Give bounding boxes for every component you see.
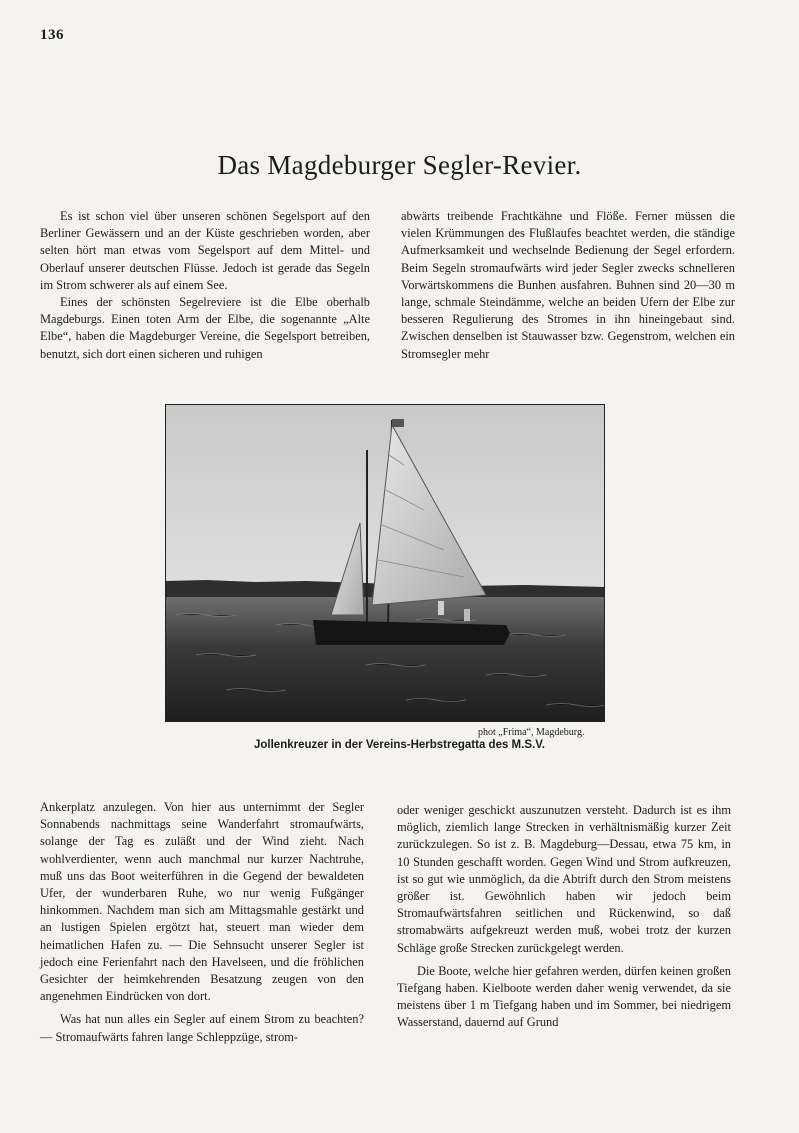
article-title: Das Magdeburger Segler-Revier. [217, 150, 582, 180]
paragraph: Eines der schönsten Segelreviere ist die Elbe oberhalb Magdeburgs. Einen toten Arm der Elbe, die sogenannte „Alte Elbe“, haben die Magdeburger Vereine, die Segelsport betreiben, benutzt, sich dort einen sicheren und ruhigen [40, 295, 370, 361]
photo-credit: phot „Frima“, Magdeburg. [478, 727, 585, 738]
paragraph: oder weniger geschickt auszunutzen versteht. Dadurch ist es ihm möglich, ziemlich lange Strecken in verhältnismäßig kurzer Zeit zurückzulegen. So ist z. B. Magdeburg—Dessau, etwa 75 km, in 10 Stunden geschafft worden. Gegen Wind und Strom aufkreuzen, ist so gut wie unmöglich, da die Abtrift durch den Strom meistens größer ist. Gewöhnlich haben wir jedoch beim Stromaufwärtsfahren seitlichen und Rückenwind, so daß stromabwärts aufgekreuzt werden muß, wobei trotz der kurzen Schläge große Strecken zurückgelegt werden. [397, 803, 731, 955]
sailboat-photo [165, 404, 605, 722]
column-top-left [40, 208, 370, 363]
paragraph: Was hat nun alles ein Segler auf einem Strom zu beachten? — Stromaufwärts fahren lange Schleppzüge, strom- [40, 1012, 364, 1044]
column-bottom-right [397, 802, 731, 1032]
column-bottom-left [40, 799, 364, 1046]
paragraph: Die Boote, welche hier gefahren werden, dürfen keinen großen Tiefgang haben. Kielboote werden daher wenig verwendet, da sie meistens über 1 m Tiefgang haben und im Sommer, bei niedrigem Wasserstand, dauernd auf Grund [397, 963, 731, 1030]
paragraph: abwärts treibende Frachtkähne und Flöße. Ferner müssen die vielen Krümmungen des Flußlaufes beachtet werden, die ständige Aufmerksamkeit und wechselnde Bedienung der Segel erfordern. Beim Segeln stromaufwärts wird jeder Segler zwecks schnelleren Vorwärtskommens die Bunhen ausfahren. Buhnen sind 20—30 m lange, schmale Steindämme, welche an beiden Ufern der Elbe zur besseren Regulierung des Stromes in ihn hineingebaut sind. Zwischen denselben ist Stauwasser bzw. Gegenstrom, welchen ein Stromsegler mehr [401, 209, 735, 361]
photo-caption: Jollenkreuzer in der Vereins-Herbstregatta des M.S.V. [253, 739, 546, 751]
page-number: 136 [40, 27, 64, 43]
paragraph: Ankerplatz anzulegen. Von hier aus unternimmt der Segler Sonnabends nachmittags seine Wanderfahrt stromaufwärts, solange der Tag es zuläßt und der Wind zieht. Nach wohlverdienter, wenn auch manchmal nur kurzer Nachtruhe, muß uns das Boot weiterführen in die Gegend der bewaldeten Ufer, der wunderbaren Ruhe, wo nur wenig Fußgänger hinkommen. Nachdem man sich am Mittagsmahle gestärkt und an lustigen Spielen ergötzt hat, steuert man wieder dem heimatlichen Hafen zu. — Die Sehnsucht unserer Segler ist jedoch eine Ferienfahrt nach den Havelseen, und die fröhlichen Gesichter der heimkehrenden Besatzung zeugen von den angenehmen Eindrücken von dort. [40, 800, 364, 1004]
paragraph: Es ist schon viel über unseren schönen Segelsport auf den Berliner Gewässern und an der Küste geschrieben worden, aber selten hört man etwas vom Segelsport auf dem Mittel- und Oberlauf unserer deutschen Flüsse. Jedoch ist gerade das Segeln im Strom schwerer als auf einem See. [40, 209, 370, 292]
column-top-right [401, 208, 735, 363]
